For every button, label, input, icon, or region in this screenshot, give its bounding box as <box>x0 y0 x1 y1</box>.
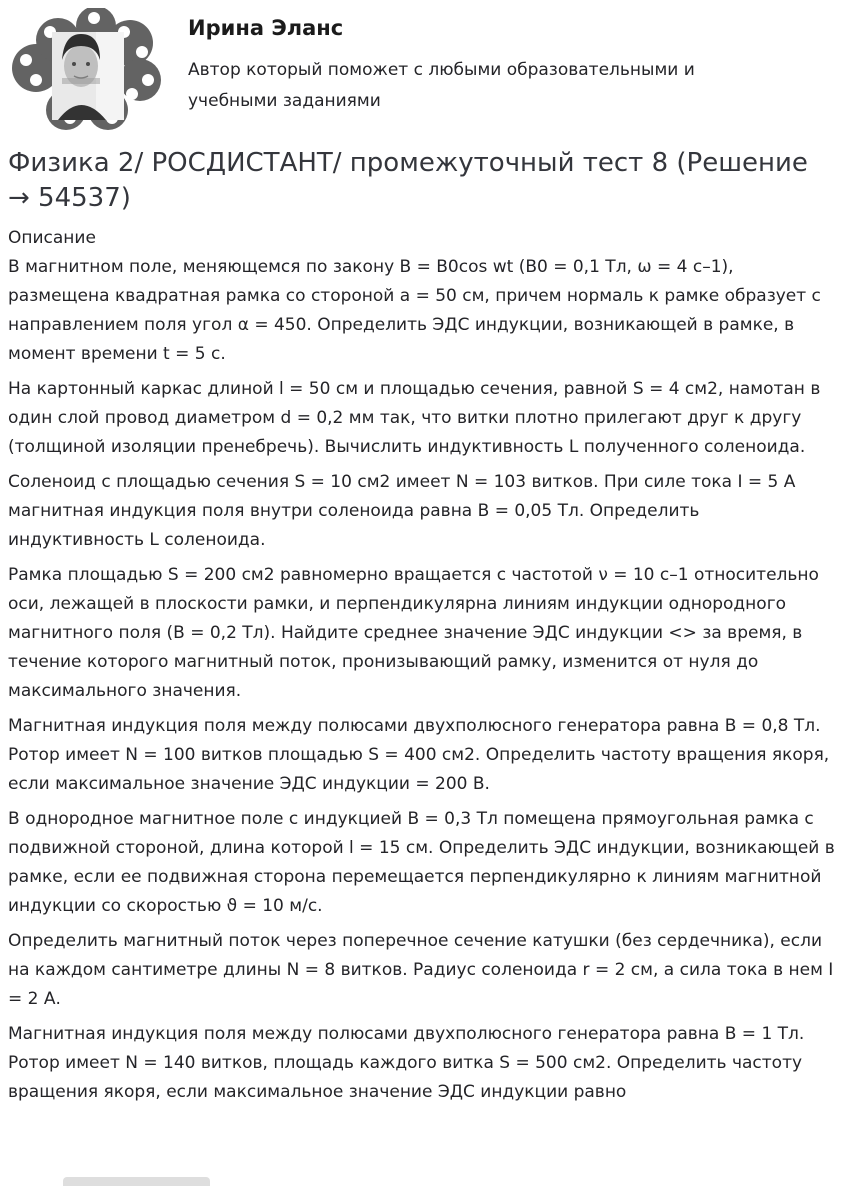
avatar-portrait-icon <box>8 8 166 130</box>
problem-paragraph-8: Магнитная индукция поля между полюсами двухполюсного генератора равна B = 1 Тл. Ротор имеет N = 140 витков, площадь каждого витка S = 500 см2. Определить частоту вращения якоря, если максимальное значение ЭДС индукции равно <box>8 1024 805 1102</box>
cutoff-element-bar <box>63 1177 210 1186</box>
description-label: Описание <box>8 228 96 248</box>
author-name: Ирина Эланс <box>188 16 344 40</box>
author-description: Автор который поможет с любыми образовательными и учебными заданиями <box>188 60 695 112</box>
author-info <box>188 8 763 117</box>
problem-paragraph-2: На картонный каркас длиной l = 50 см и площадью сечения, равной S = 4 см2, намотан в один слой провод диаметром d = 0,2 мм так, что витки плотно прилегают друг к другу (толщиной изоляции пренебречь). Вычислить индуктивность L полученного соленоида. <box>8 379 821 457</box>
author-avatar <box>8 8 166 130</box>
page-title: Физика 2/ РОСДИСТАНТ/ промежуточный тест 8 (Решение → 54537) <box>8 148 808 213</box>
author-header <box>8 8 838 130</box>
problem-paragraph-3: Соленоид с площадью сечения S = 10 см2 имеет N = 103 витков. При силе тока I = 5 А магнитная индукция поля внутри соленоида равна B = 0,05 Тл. Определить индуктивность L соленоида. <box>8 472 796 550</box>
problem-paragraph-6: В однородное магнитное поле с индукцией B = 0,3 Тл помещена прямоугольная рамка с подвижной стороной, длина которой l = 15 см. Определить ЭДС индукции, возникающей в рамке, если ее подвижная сторона перемещается перпендикулярно к линиям магнитной индукции со скоростью ϑ = 10 м/с. <box>8 809 835 916</box>
problem-paragraph-4: Рамка площадью S = 200 см2 равномерно вращается с частотой ν = 10 с–1 относительно оси, лежащей в плоскости рамки, и перпендикулярна линиям индукции однородного магнитного поля (B = 0,2 Тл). Найдите среднее значение ЭДС индукции <> за время, в течение которого магнитный поток, пронизывающий рамку, изменится от нуля до максимального значения. <box>8 565 819 701</box>
problem-paragraph-7: Определить магнитный поток через поперечное сечение катушки (без сердечника), если на каждом сантиметре длины N = 8 витков. Радиус соленоида r = 2 см, а сила тока в нем I = 2 А. <box>8 931 834 1009</box>
problem-paragraph-1: В магнитном поле, меняющемся по закону B = B0cos wt (B0 = 0,1 Тл, ω = 4 с–1), размещена квадратная рамка со стороной а = 50 см, причем нормаль к рамке образует с направлением поля угол α = 450. Определить ЭДС индукции, возникающей в рамке, в момент времени t = 5 с. <box>8 257 821 364</box>
problem-paragraph-5: Магнитная индукция поля между полюсами двухполюсного генератора равна B = 0,8 Тл. Ротор имеет N = 100 витков площадью S = 400 см2. Определить частоту вращения якоря, если максимальное значение ЭДС индукции = 200 В. <box>8 716 830 794</box>
